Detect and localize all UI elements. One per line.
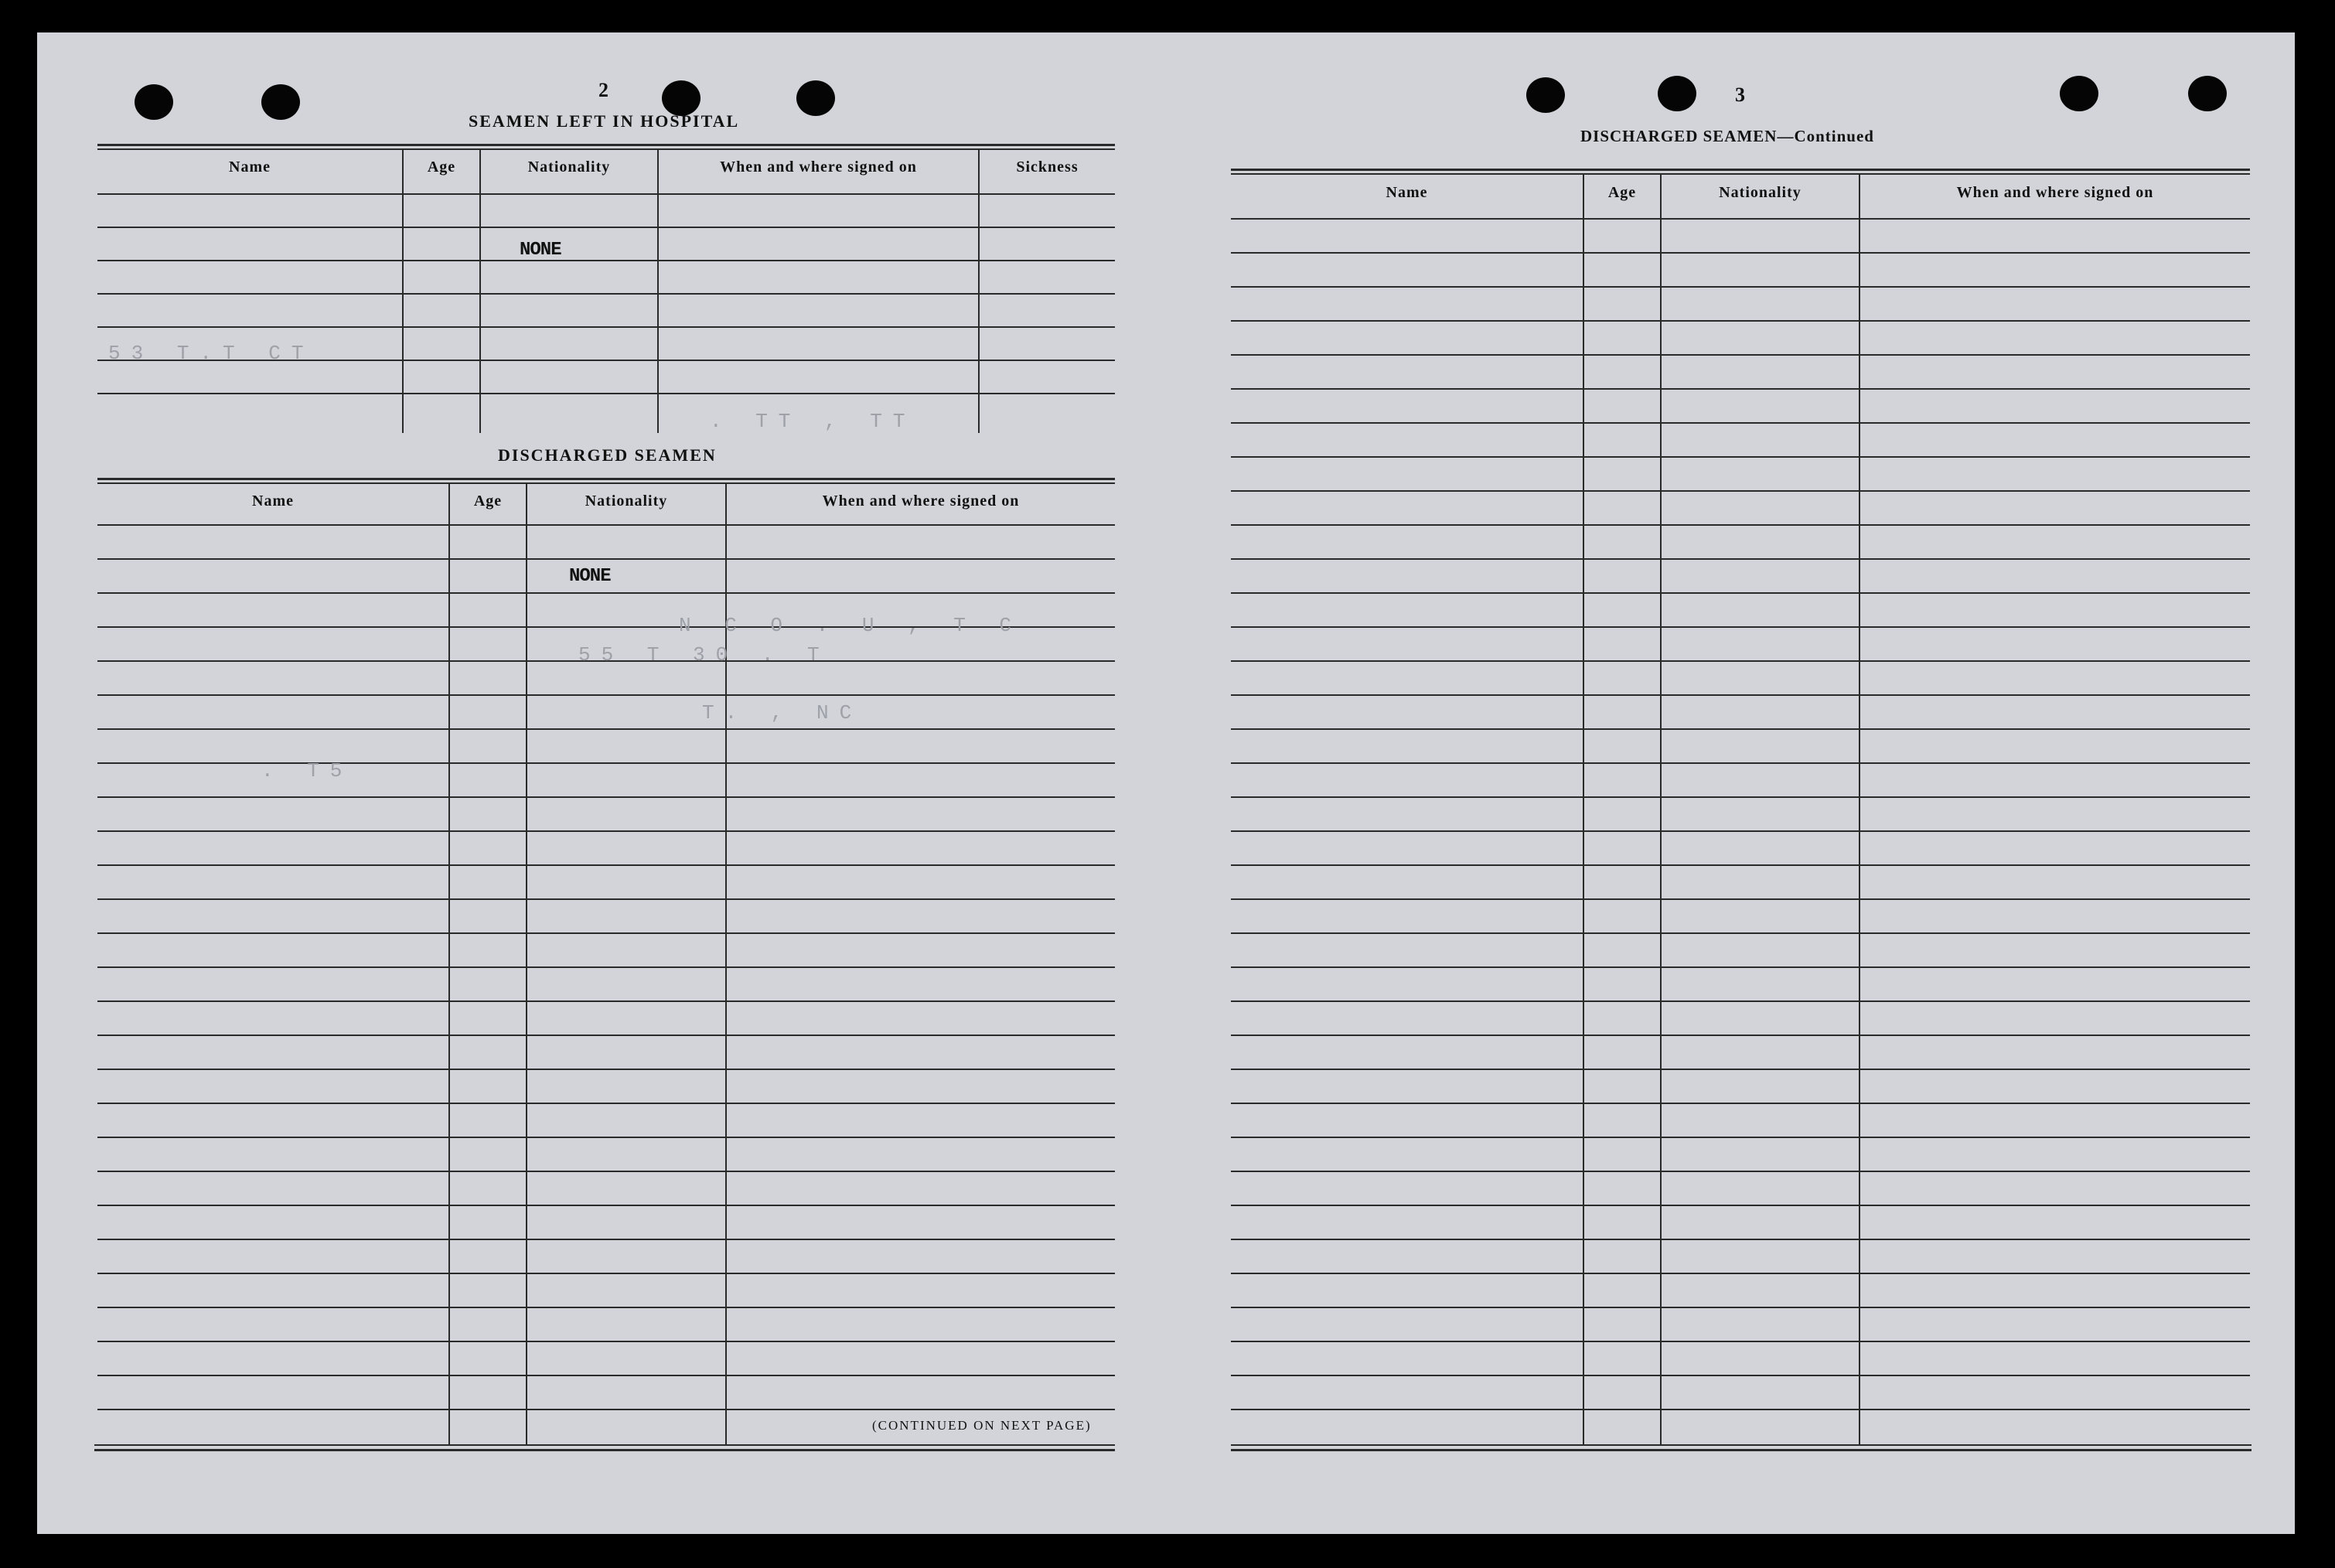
row-line (1231, 218, 2250, 220)
right-header-age: Age (1607, 184, 1637, 201)
bleed-through-marks: . TT , TT (710, 410, 916, 433)
row-line (97, 1103, 1115, 1104)
row-line (97, 293, 1115, 295)
table-rule-double (1231, 169, 2250, 171)
row-line (1231, 1375, 2250, 1376)
table-bottom-rule (1231, 1449, 2251, 1451)
hospital-header-nationality: Nationality (527, 159, 611, 176)
discharged-header-age: Age (473, 493, 503, 510)
row-line (97, 762, 1115, 764)
column-divider (448, 482, 450, 1445)
row-line (97, 728, 1115, 730)
punch-hole (1526, 77, 1565, 113)
table-rule-double (97, 148, 1115, 150)
hospital-header-name: Name (229, 159, 271, 176)
column-divider (402, 148, 404, 433)
row-line (97, 558, 1115, 560)
table-rule-double (1231, 173, 2250, 175)
row-line (97, 1171, 1115, 1172)
right-header-name: Name (1386, 184, 1428, 201)
row-line (97, 1239, 1115, 1240)
row-line (1231, 1341, 2250, 1342)
row-line (1231, 490, 2250, 492)
row-line (97, 592, 1115, 594)
punch-hole (796, 80, 835, 116)
row-line (97, 1409, 1115, 1410)
table-bottom-rule (94, 1449, 1115, 1451)
bleed-through-marks: T. , NC (702, 701, 863, 724)
continued-footer: (CONTINUED ON NEXT PAGE) (872, 1418, 1092, 1433)
row-line (97, 326, 1115, 328)
row-line (1231, 320, 2250, 322)
table-rule-double (97, 482, 1115, 484)
row-line (97, 260, 1115, 261)
row-line (97, 932, 1115, 934)
bleed-through-marks: N C O . U , T C (679, 614, 1023, 637)
punch-hole (1658, 76, 1696, 111)
row-line (1231, 762, 2250, 764)
row-line (1231, 524, 2250, 526)
row-line (97, 1273, 1115, 1274)
row-line (1231, 796, 2250, 798)
row-line (1231, 1273, 2250, 1274)
row-line (1231, 966, 2250, 968)
row-line (97, 898, 1115, 900)
discharged-section-title: DISCHARGED SEAMEN (498, 445, 717, 465)
right-header-signed-on: When and where signed on (1956, 184, 2154, 201)
punch-hole (2060, 76, 2098, 111)
discharged-header-nationality: Nationality (585, 493, 668, 510)
left-page-number: 2 (598, 79, 608, 101)
row-line (1231, 728, 2250, 730)
row-line (97, 1137, 1115, 1138)
row-line (97, 966, 1115, 968)
column-divider (1583, 173, 1584, 1445)
row-line (1231, 1137, 2250, 1138)
row-line (1231, 1409, 2250, 1410)
right-page-number: 3 (1735, 84, 1745, 106)
table-rule-double (97, 478, 1115, 480)
row-line (97, 1035, 1115, 1036)
row-line (1231, 456, 2250, 458)
row-line (97, 227, 1115, 228)
discharged-none-stamp: NONE (569, 566, 611, 587)
row-line (97, 1375, 1115, 1376)
row-line (97, 796, 1115, 798)
row-line (97, 193, 1115, 195)
bleed-through-marks: . T5 (261, 759, 353, 782)
row-line (1231, 660, 2250, 662)
right-section-title: DISCHARGED SEAMEN—Continued (1580, 127, 1874, 145)
table-bottom-rule (94, 1444, 1115, 1446)
row-line (1231, 626, 2250, 628)
hospital-header-sickness: Sickness (1016, 159, 1079, 176)
row-line (1231, 1069, 2250, 1070)
row-line (1231, 388, 2250, 390)
row-line (1231, 1000, 2250, 1002)
hospital-section-title: SEAMEN LEFT IN HOSPITAL (469, 111, 740, 131)
row-line (1231, 1307, 2250, 1308)
ledger-paper (37, 32, 2295, 1534)
hospital-header-signed-on: When and where signed on (720, 159, 917, 176)
row-line (97, 864, 1115, 866)
row-line (1231, 932, 2250, 934)
row-line (97, 694, 1115, 696)
column-divider (1660, 173, 1662, 1445)
punch-hole (135, 84, 173, 120)
row-line (1231, 1035, 2250, 1036)
row-line (1231, 422, 2250, 424)
table-rule-double (97, 144, 1115, 146)
row-line (1231, 354, 2250, 356)
row-line (1231, 1205, 2250, 1206)
bleed-through-marks: 55 T 30 . T (578, 643, 830, 666)
discharged-header-signed-on: When and where signed on (822, 493, 1020, 510)
row-line (97, 1307, 1115, 1308)
row-line (1231, 1103, 2250, 1104)
bleed-through-marks: 53 T.T CT (108, 342, 315, 365)
row-line (1231, 1239, 2250, 1240)
column-divider (526, 482, 527, 1445)
row-line (1231, 1171, 2250, 1172)
row-line (1231, 592, 2250, 594)
row-line (97, 830, 1115, 832)
row-line (97, 1000, 1115, 1002)
column-divider (479, 148, 481, 433)
hospital-header-age: Age (427, 159, 456, 176)
hospital-none-stamp: NONE (520, 240, 561, 261)
table-bottom-rule (1231, 1444, 2251, 1446)
column-divider (978, 148, 980, 433)
row-line (1231, 558, 2250, 560)
row-line (1231, 694, 2250, 696)
row-line (97, 1069, 1115, 1070)
row-line (97, 1341, 1115, 1342)
row-line (1231, 830, 2250, 832)
row-line (1231, 252, 2250, 254)
discharged-header-name: Name (252, 493, 294, 510)
column-divider (657, 148, 659, 433)
row-line (1231, 898, 2250, 900)
punch-hole (2188, 76, 2227, 111)
right-header-nationality: Nationality (1719, 184, 1802, 201)
row-line (97, 1205, 1115, 1206)
row-line (97, 393, 1115, 394)
row-line (1231, 864, 2250, 866)
row-line (97, 524, 1115, 526)
column-divider (1859, 173, 1860, 1445)
row-line (1231, 286, 2250, 288)
punch-hole (261, 84, 300, 120)
